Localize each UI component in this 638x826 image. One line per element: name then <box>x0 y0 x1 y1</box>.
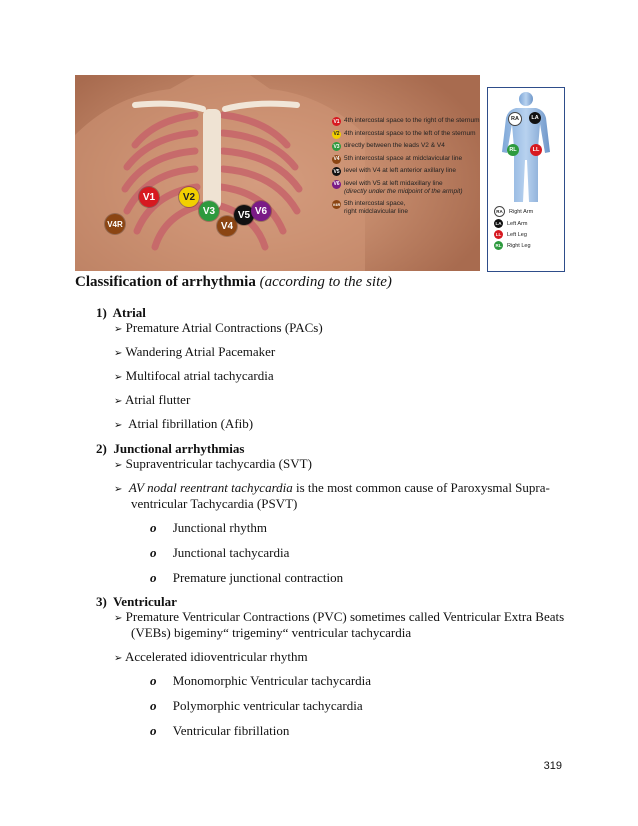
ll-badge: LL <box>530 144 542 156</box>
legend-dot: RL <box>495 243 502 248</box>
legend-text: level with V5 at left midaxillary line (directly under the midpoint of the armpit) <box>344 179 463 195</box>
legend-dot: V5 <box>333 168 340 175</box>
limb-lead-diagram <box>487 87 565 272</box>
legend-dot: V4 <box>333 156 340 163</box>
legend-text: 4th intercostal space to the right of the sternum <box>344 117 480 124</box>
arrow-bullet-icon: ➢ <box>114 613 123 624</box>
legend-dot: V6 <box>333 181 340 188</box>
sub-list-item: o Polymorphic ventricular tachycardia <box>150 698 363 713</box>
legend-dot: V1 <box>333 118 340 125</box>
legend-text: Left Leg <box>507 231 527 238</box>
limb-legend-row <box>494 230 560 239</box>
legend-text: directly between the leads V2 & V4 <box>344 142 445 150</box>
list-item: ➢ Atrial fibrillation (Afib) <box>114 416 254 431</box>
list-item: ➢ Premature Atrial Contractions (PACs) <box>114 320 323 335</box>
list-item-continuation: ventricular Tachycardia (PSVT) <box>131 496 298 511</box>
circle-bullet-icon: o <box>150 520 157 535</box>
arrow-bullet-icon: ➢ <box>114 653 123 664</box>
rl-badge: RL <box>507 144 519 156</box>
limb-legend-row <box>494 206 560 217</box>
circle-bullet-icon: o <box>150 673 157 688</box>
legend-text: Left Arm <box>507 220 528 227</box>
arrow-bullet-icon: ➢ <box>114 460 123 471</box>
list-item: ➢ Wandering Atrial Pacemaker <box>114 344 276 359</box>
chest-lead-diagram <box>75 75 480 271</box>
section-junctional-title: 2) Junctional arrhythmias <box>96 441 245 456</box>
legend-row-v3 <box>332 142 480 151</box>
legend-dot: V4R <box>332 201 341 207</box>
legend-text: Right Arm <box>509 208 534 215</box>
legend-text: level with V4 at left anterior axillary line <box>344 167 456 175</box>
sub-list-item: o Ventricular fibrillation <box>150 723 290 738</box>
limb-legend <box>494 206 560 252</box>
section-atrial-title: 1) Atrial <box>96 305 146 320</box>
arrow-bullet-icon: ➢ <box>114 484 123 495</box>
legend-row-v4r <box>332 200 480 216</box>
circle-bullet-icon: o <box>150 545 157 560</box>
circle-bullet-icon: o <box>150 570 157 585</box>
legend-dot: V3 <box>333 143 340 150</box>
sub-list-item: o Junctional tachycardia <box>150 545 290 560</box>
body-silhouette <box>488 88 564 206</box>
lead-placement-legend <box>332 117 480 219</box>
legend-text: 5th intercostal space at midclavicular line <box>344 154 463 162</box>
arrow-bullet-icon: ➢ <box>114 420 123 431</box>
legend-row-v5 <box>332 167 480 176</box>
lead-v1-marker: V1 <box>139 187 159 207</box>
lead-v2-marker: V2 <box>179 187 199 207</box>
section-ventricular-title: 3) Ventricular <box>96 594 177 609</box>
legend-text: 5th intercostal space, right midclavicular line <box>344 199 408 215</box>
list-item: ➢ Multifocal atrial tachycardia <box>114 368 274 383</box>
legend-dot: V2 <box>333 131 340 138</box>
lead-v6-marker: V6 <box>251 201 271 221</box>
list-item: ➢ Atrial flutter <box>114 392 191 407</box>
legend-dot: LA <box>495 221 502 226</box>
legend-row-v4 <box>332 155 480 164</box>
sub-list-item: o Junctional rhythm <box>150 520 267 535</box>
limb-legend-row <box>494 219 560 228</box>
legend-row-v2 <box>332 130 480 139</box>
arrow-bullet-icon: ➢ <box>114 324 123 335</box>
legend-text: Right Leg <box>507 242 531 249</box>
ra-badge: RA <box>508 112 522 126</box>
arrow-bullet-icon: ➢ <box>114 372 123 383</box>
list-item: ➢ Supraventricular tachycardia (SVT) <box>114 456 312 471</box>
lead-v4-marker: V4 <box>217 216 237 236</box>
legend-row-v1 <box>332 117 480 126</box>
list-item-continuation: (VEBs) bigeminy“ trigeminy“ ventricular tachycardia <box>131 625 412 640</box>
list-item: ➢ Premature Ventricular Contractions (PVC) sometimes called Ventricular Extra Beats <box>114 609 565 624</box>
arrow-bullet-icon: ➢ <box>114 348 123 359</box>
sub-list-item: o Monomorphic Ventricular tachycardia <box>150 673 372 688</box>
arrow-bullet-icon: ➢ <box>114 396 123 407</box>
legend-row-v6 <box>332 180 480 196</box>
lead-v3-marker: V3 <box>199 201 219 221</box>
limb-legend-row <box>494 241 560 250</box>
section-heading: Classification of arrhythmia (according to the site) <box>75 274 392 290</box>
lead-v4r-marker: V4R <box>105 214 125 234</box>
sub-list-item: o Premature junctional contraction <box>150 570 344 585</box>
list-item: ➢ Accelerated idioventricular rhythm <box>114 649 308 664</box>
page-number: 319 <box>543 760 562 772</box>
la-badge: LA <box>529 112 541 124</box>
legend-text: 4th intercostal space to the left of the sternum <box>344 129 476 137</box>
circle-bullet-icon: o <box>150 698 157 713</box>
circle-bullet-icon: o <box>150 723 157 738</box>
lead-v5-marker: V5 <box>234 205 254 225</box>
legend-dot: LL <box>495 232 502 237</box>
legend-dot: RA <box>494 206 505 217</box>
list-item: ➢ AV nodal reentrant tachycardia is the most common cause of Paroxysmal Supra- <box>114 480 550 495</box>
